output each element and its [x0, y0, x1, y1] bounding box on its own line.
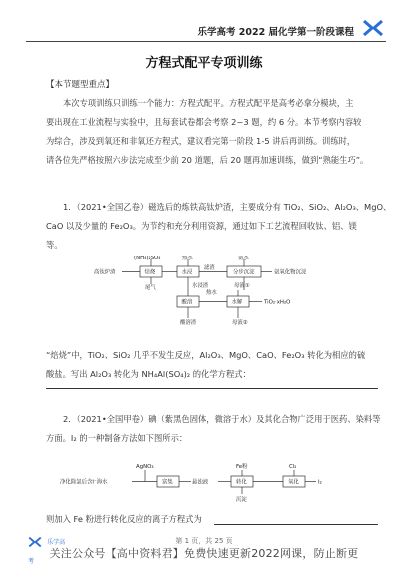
product-iodine: I₂ [318, 479, 322, 486]
mother-liquor-2: 母液② [232, 320, 248, 326]
seawater-source: 净化除氯后含I⁻海水 [60, 479, 108, 486]
q2-line: 2．（2021•全国甲卷）碘（紫黑色固体，微溶于水）及其化合物广泛用于医药、染料等 [63, 414, 381, 424]
reagent-hot-water-2: 热水 [206, 290, 217, 296]
filtrate-label: 滤渣 [204, 265, 215, 271]
reagent-silver-nitrate: AgNO₃ [136, 464, 154, 470]
question-1-prompt [46, 346, 386, 384]
intro-paragraph [46, 94, 386, 170]
box-roast-label: 焙烧 [144, 269, 156, 276]
start-material: 高钛炉渣 [94, 269, 116, 276]
box-precip-label: 分步沉淀 [233, 269, 255, 276]
course-title: 乐学高考 2022 届化学第一阶段课程 [197, 27, 354, 38]
product-titania: TiO₂·xH₂O [264, 299, 291, 306]
reagent-hot-water: 热水 [182, 256, 193, 261]
reagent-ammonium-sulfate: (NH₄)₂SO₄ [134, 256, 161, 261]
intro-line: 要出现在工业流程与实验中，且每套试卷都会考察 2~3 题，约 6 分。本节考察内容较 [46, 117, 362, 127]
q1-after-line: 酸盐。写出 Al₂O₃ 转化为 NH₄Al(SO₄)₂ 的化学方程式： [46, 369, 251, 379]
reagent-iron-powder: Fe粉 [236, 464, 248, 470]
header-divider [26, 41, 386, 42]
intro-line: 本次专项训练只训练一个能力：方程式配平。方程式配平是高考必拿分模块，主 [63, 98, 354, 108]
tail-gas: 尾气 [145, 285, 156, 291]
q1-answer-line [46, 388, 378, 389]
q1-after-line: “焙烧”中，TiO₂、SiO₂ 几乎不发生反应，Al₂O₃、MgO、CaO、Fe₂O₃ 转化为相应的硫 [46, 350, 366, 360]
box-hydro-label: 水解 [231, 299, 243, 306]
q2-after-line: 则加入 Fe 粉进行转化反应的离子方程式为 [46, 514, 202, 524]
page-number: 第 1 页，共 25 页 [175, 537, 233, 545]
box-acid-label: 酸溶 [181, 299, 193, 306]
mother-liquor-1: 母液① [234, 283, 250, 289]
leach-residue-label: 水浸渣 [192, 283, 209, 289]
q2-process-flow-diagram [60, 460, 360, 506]
q1-line: 等。 [46, 240, 63, 250]
box-enrich-label: 富集 [162, 479, 173, 486]
q2-line: 方面。I₂ 的一种制备方法如下图所示： [46, 433, 188, 443]
q2-answer-line [214, 524, 378, 525]
box-oxidize-label: 氧化 [288, 479, 299, 486]
question-1-stem [46, 198, 392, 255]
reagent-ammonia: 氨水 [238, 256, 249, 261]
box-water-label: 水浸 [181, 269, 193, 276]
watermark-notice: 关注公众号【高中资料君】免费快速更新2022网课，防止断更 [49, 547, 359, 560]
intro-line: 请各位先严格按照六步法完成至少前 20 道题，后 20 题再加速训练，做到“熟能生巧”。 [46, 155, 369, 165]
precipitate-label: 沉淀 [236, 497, 247, 503]
q1-line: CaO 以及少量的 Fe₂O₃。为节约和充分利用资源，通过如下工艺流程回收钛、铝、镁 [46, 221, 357, 231]
box-convert-label: 转化 [236, 479, 247, 486]
footer-logo-text: 乐学高考 [28, 539, 66, 565]
brand-logo-icon [362, 17, 384, 39]
page-title: 方程式配平专项训练 [145, 56, 263, 71]
section-label: 【本节题型重点】 [46, 80, 115, 90]
q1-process-flow-diagram [94, 256, 344, 340]
acid-residue: 酸溶渣 [180, 320, 197, 326]
q1-line: 1．（2021•全国乙卷）磁选后的炼铁高钛炉渣，主要成分有 TiO₂、SiO₂、Al₂O₃、MgO、 [63, 202, 392, 212]
intro-line: 为综合，涉及到氧还和非氧还方程式，建议看完第一阶段 1-5 讲后再训练。训练时， [46, 136, 356, 146]
question-2-prompt [46, 510, 386, 529]
product-hydroxide: 氨氧化物沉淀 [274, 269, 307, 276]
reagent-chlorine: Cl₂ [289, 464, 297, 470]
suspension-label: 悬浊液 [192, 479, 209, 486]
question-2-stem [46, 410, 386, 448]
